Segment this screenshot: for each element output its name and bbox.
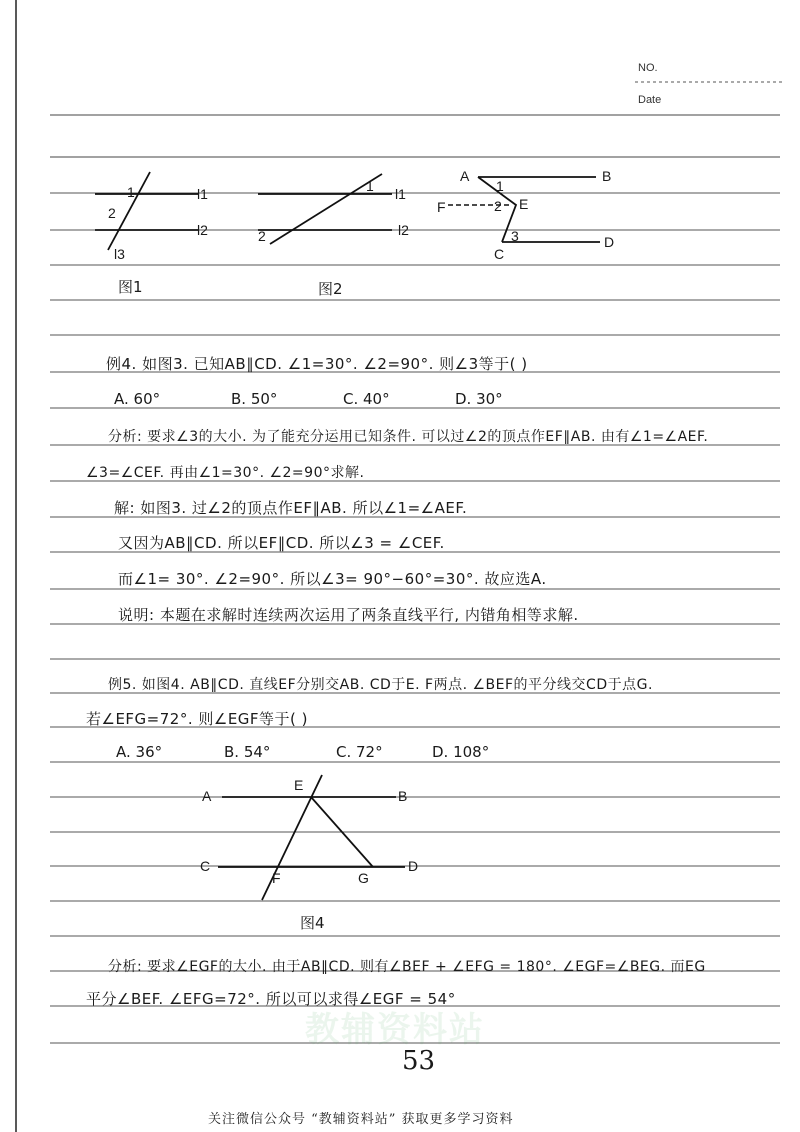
fig1-line-l1: l1: [197, 186, 208, 202]
fig4-point-C: C: [200, 858, 211, 874]
fig4-caption: 图4: [300, 914, 325, 932]
fig1-angle-2: 2: [108, 205, 116, 221]
example4-option-a: A. 60°: [114, 390, 161, 408]
page-number: 53: [402, 1046, 436, 1076]
example4-question: 例4. 如图3. 已知AB∥CD. ∠1=30°. ∠2=90°. 则∠3等于( ): [106, 355, 528, 373]
fig3-point-A: A: [460, 168, 470, 184]
example4-option-b: B. 50°: [231, 390, 278, 408]
example4-option-d: D. 30°: [455, 390, 503, 408]
fig3-point-F: F: [437, 199, 446, 215]
example4-solution-line1: 解: 如图3. 过∠2的顶点作EF∥AB. 所以∠1=∠AEF.: [114, 499, 468, 517]
example4-solution-line3: 而∠1= 30°. ∠2=90°. 所以∠3= 90°−60°=30°. 故应选A.: [118, 570, 547, 588]
fig4-point-A: A: [202, 788, 212, 804]
fig2-line-l2: l2: [398, 222, 409, 238]
watermark-text: 教辅资料站: [305, 1010, 485, 1050]
header-no-label: NO.: [638, 62, 658, 74]
example5-question-line1: 例5. 如图4. AB∥CD. 直线EF分别交AB. CD于E. F两点. ∠BEF的平分线交CD于点G.: [108, 677, 653, 693]
fig4-point-D: D: [408, 858, 419, 874]
fig1-line-l2: l2: [197, 222, 208, 238]
example4-analysis-line1: 分析: 要求∠3的大小. 为了能充分运用已知条件. 可以过∠2的顶点作EF∥AB. 由有∠1=∠AEF.: [108, 429, 709, 445]
fig4-point-E: E: [294, 777, 304, 793]
example5-analysis-line1: 分析: 要求∠EGF的大小. 由于AB∥CD. 则有∠BEF + ∠EFG = 180°. ∠EGF=∠BEG. 而EG: [108, 959, 706, 975]
example4-note: 说明: 本题在求解时连续两次运用了两条直线平行, 内错角相等求解.: [118, 606, 579, 624]
fig3-angle-1: 1: [496, 178, 504, 194]
fig1-caption: 图1: [118, 278, 143, 296]
fig2-angle-1: 1: [366, 178, 374, 194]
footer-text: 关注微信公众号 “教辅资料站” 获取更多学习资料: [208, 1112, 514, 1127]
example5-question-line2: 若∠EFG=72°. 则∠EGF等于( ): [86, 710, 309, 728]
header-date-label: Date: [638, 94, 662, 106]
fig3-point-B: B: [602, 168, 612, 184]
example4-analysis-line2: ∠3=∠CEF. 再由∠1=30°. ∠2=90°求解.: [86, 465, 365, 481]
fig3-angle-2: 2: [494, 198, 502, 214]
fig4-point-G: G: [358, 870, 369, 886]
example5-analysis-line2: 平分∠BEF. ∠EFG=72°. 所以可以求得∠EGF = 54°: [86, 990, 456, 1008]
fig3-point-D: D: [604, 234, 615, 250]
example5-option-d: D. 108°: [432, 743, 490, 761]
example4-option-c: C. 40°: [343, 390, 390, 408]
fig4-point-B: B: [398, 788, 408, 804]
example5-option-c: C. 72°: [336, 743, 383, 761]
example4-solution-line2: 又因为AB∥CD. 所以EF∥CD. 所以∠3 = ∠CEF.: [118, 534, 445, 552]
fig3-angle-3: 3: [511, 228, 519, 244]
fig2-line-l1: l1: [395, 186, 406, 202]
fig1-line-l3: l3: [114, 246, 125, 262]
fig1-angle-1: 1: [127, 184, 135, 200]
fig3-point-E: E: [519, 196, 529, 212]
example5-option-b: B. 54°: [224, 743, 271, 761]
fig3-point-C: C: [494, 246, 505, 262]
fig2-caption: 图2: [318, 280, 343, 298]
fig4-point-F: F: [272, 870, 281, 886]
example5-option-a: A. 36°: [116, 743, 163, 761]
fig2-angle-2: 2: [258, 228, 266, 244]
